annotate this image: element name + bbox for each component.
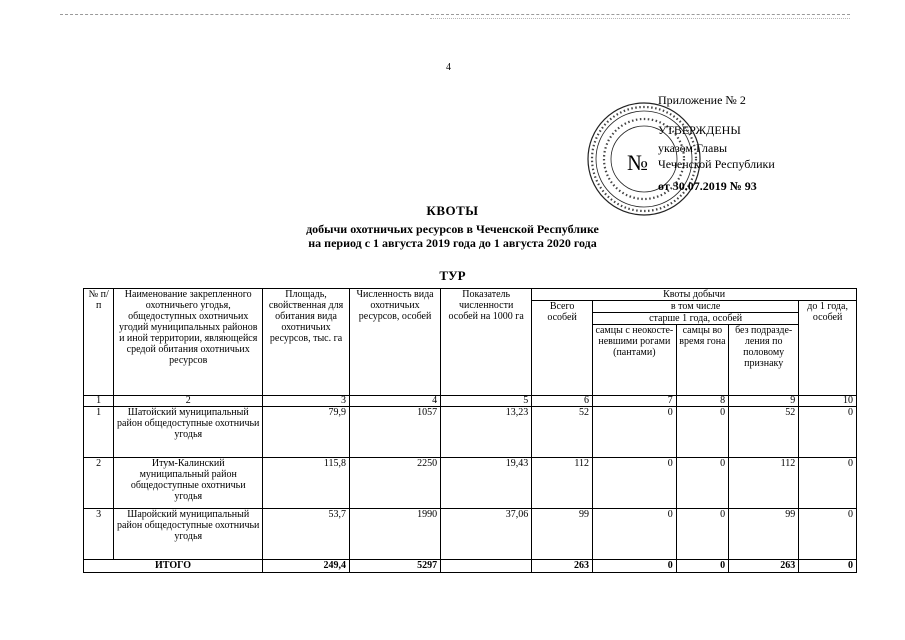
row-territory: Шаройский муниципальный район общедоступные охотничьи угодья [114, 509, 263, 560]
table-row [84, 407, 857, 458]
row-territory: Итум-Калинский муниципальный район общедоступные охотничьи угодья [114, 458, 263, 509]
row-count: 1057 [350, 407, 441, 458]
total-density [441, 560, 532, 573]
republic-label: Чеченской Республики [658, 157, 775, 171]
stamp-mark: № [627, 150, 648, 175]
row-density: 19,43 [441, 458, 532, 509]
row-male-antlers: 0 [592, 509, 676, 560]
row-under1: 0 [799, 407, 857, 458]
header-num: № п/п [84, 289, 114, 396]
row-area: 79,9 [263, 407, 350, 458]
col-number: 2 [114, 396, 263, 407]
row-density: 37,06 [441, 509, 532, 560]
total-no-sex: 263 [729, 560, 799, 573]
total-total: 263 [532, 560, 593, 573]
row-total: 112 [532, 458, 593, 509]
document-subtitle: добычи охотничьих ресурсов в Чеченской Республике [306, 222, 599, 236]
document-period: на период с 1 августа 2019 года до 1 августа 2020 года [308, 236, 597, 250]
scan-artifact-line [430, 18, 850, 19]
col-number: 5 [441, 396, 532, 407]
header-male-antlers: самцы с неокосте-невшими рогами (пантами) [592, 325, 676, 396]
row-count: 1990 [350, 509, 441, 560]
header-density: Показатель численности особей на 1000 га [441, 289, 532, 396]
row-male-rut: 0 [676, 509, 728, 560]
species-heading: ТУР [439, 268, 466, 283]
table-row [84, 509, 857, 560]
quota-table [83, 288, 857, 573]
column-numbers-row [84, 396, 857, 407]
header-including: в том числе [592, 301, 798, 313]
row-total: 99 [532, 509, 593, 560]
decree-label: указом Главы [658, 141, 728, 155]
row-territory: Шатойский муниципальный район общедоступные охотничьи угодья [114, 407, 263, 458]
header-name: Наименование закрепленного охотничьего угодья, общедоступных охотничьих угодий муниципальных районов и иной территории, являющейся средой обитания охотничьих ресурсов [114, 289, 263, 396]
document-title: КВОТЫ [426, 203, 479, 218]
row-male-antlers: 0 [592, 407, 676, 458]
header-under1: до 1 года, особей [799, 301, 857, 396]
col-number: 4 [350, 396, 441, 407]
header-quota: Квоты добычи [532, 289, 857, 301]
total-row [84, 560, 857, 573]
col-number: 10 [799, 396, 857, 407]
row-male-rut: 0 [676, 458, 728, 509]
col-number: 3 [263, 396, 350, 407]
row-no-sex: 99 [729, 509, 799, 560]
table-row [84, 458, 857, 509]
row-density: 13,23 [441, 407, 532, 458]
header-male-rut: самцы во время гона [676, 325, 728, 396]
row-area: 115,8 [263, 458, 350, 509]
total-male-antlers: 0 [592, 560, 676, 573]
row-count: 2250 [350, 458, 441, 509]
col-number: 9 [729, 396, 799, 407]
approved-label: УТВЕРЖДЕНЫ [658, 123, 741, 137]
row-male-antlers: 0 [592, 458, 676, 509]
col-number: 1 [84, 396, 114, 407]
header-no-sex: без подразде-ления по половому признаку [729, 325, 799, 396]
row-under1: 0 [799, 458, 857, 509]
header-total: Всего особей [532, 301, 593, 396]
total-under1: 0 [799, 560, 857, 573]
row-number: 3 [84, 509, 114, 560]
decree-date: от 30.07.2019 № 93 [658, 179, 757, 193]
scan-artifact-line [60, 14, 850, 15]
row-area: 53,7 [263, 509, 350, 560]
header-count: Численность вида охотничьих ресурсов, особей [350, 289, 441, 396]
approval-block [652, 92, 775, 194]
row-number: 1 [84, 407, 114, 458]
total-label: ИТОГО [84, 560, 263, 573]
col-number: 6 [532, 396, 593, 407]
row-under1: 0 [799, 509, 857, 560]
row-total: 52 [532, 407, 593, 458]
total-count: 5297 [350, 560, 441, 573]
row-no-sex: 112 [729, 458, 799, 509]
row-male-rut: 0 [676, 407, 728, 458]
total-male-rut: 0 [676, 560, 728, 573]
header-older: старше 1 года, особей [592, 313, 798, 325]
col-number: 8 [676, 396, 728, 407]
page-number: 4 [446, 62, 451, 73]
total-area: 249,4 [263, 560, 350, 573]
col-number: 7 [592, 396, 676, 407]
row-number: 2 [84, 458, 114, 509]
row-no-sex: 52 [729, 407, 799, 458]
appendix-label: Приложение № 2 [658, 93, 746, 107]
header-area: Площадь, свойственная для обитания вида охотничьих ресурсов, тыс. га [263, 289, 350, 396]
